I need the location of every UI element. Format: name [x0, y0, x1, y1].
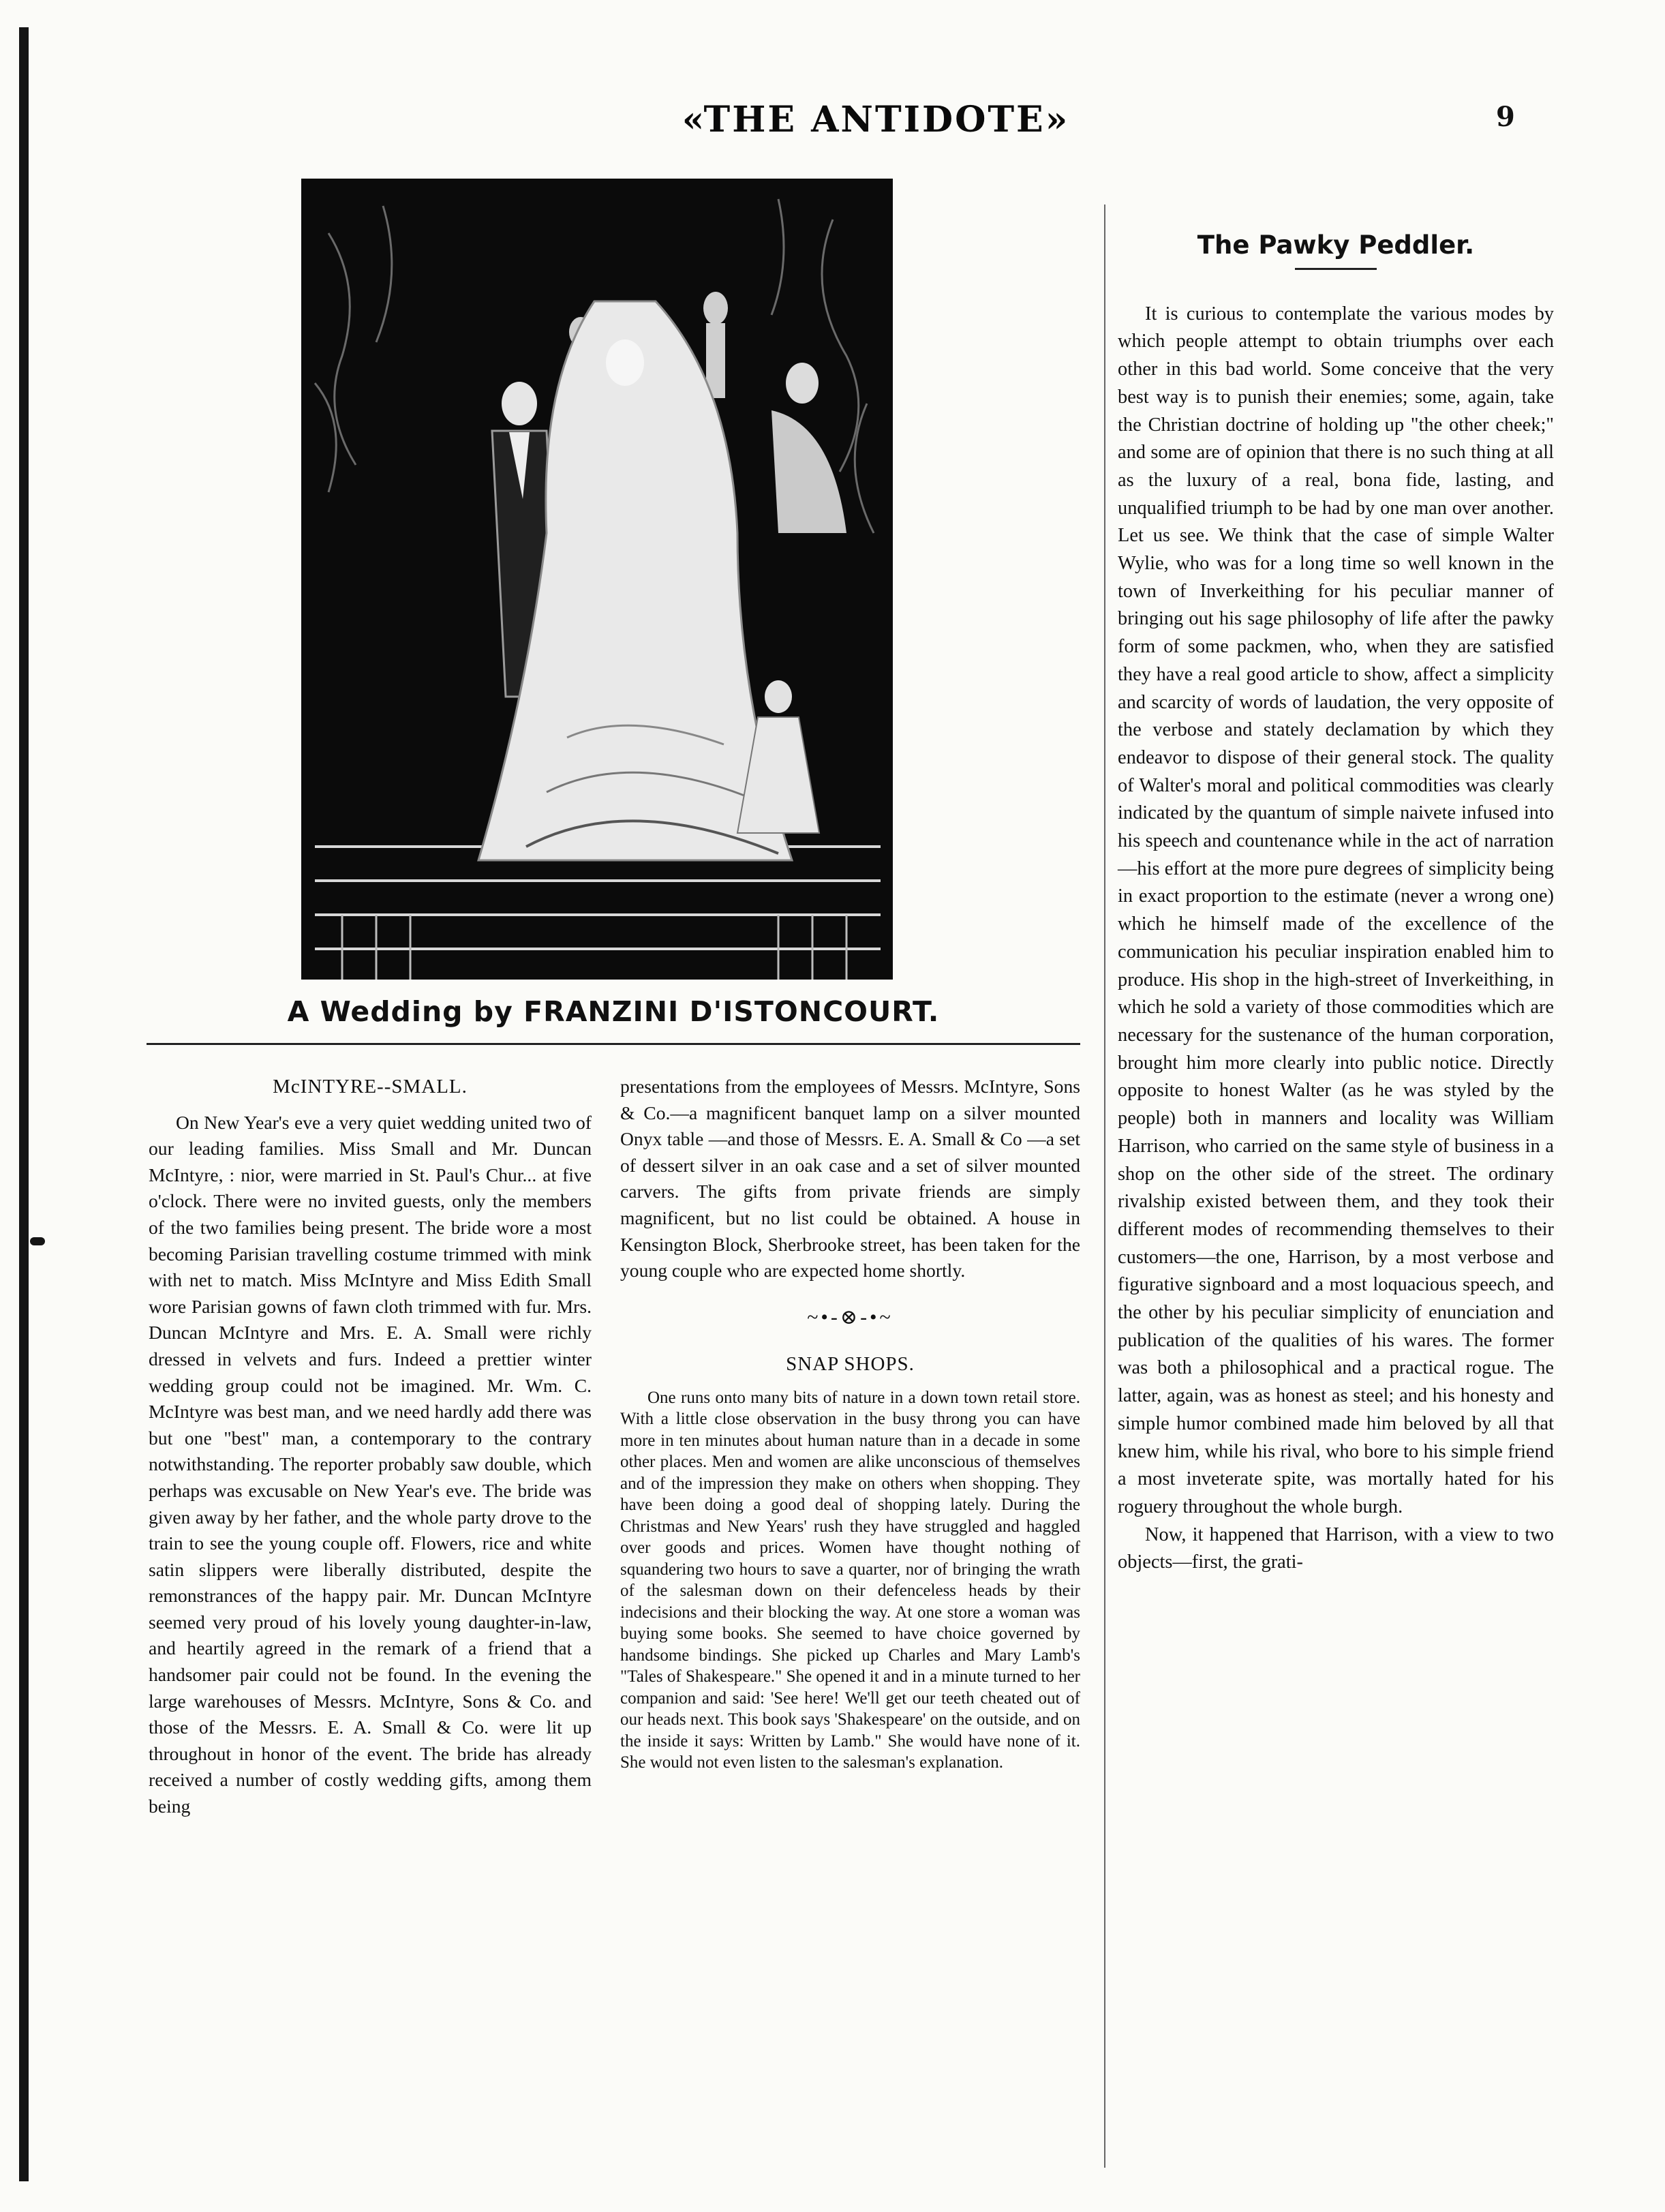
section-ornament: ~•-⊗-•~ [807, 1305, 893, 1329]
illustration-caption: A Wedding by FRANZINI D'ISTONCOURT. [287, 995, 940, 1028]
article-continuation: presentations from the employees of Messrs. McIntyre, Sons & Co.—a magnificent banquet lamp on a silver mounted Onyx table —and those of Messrs. E. A. Small & Co —a set of dessert silver in an oak case and a set of silver mounted carvers. The gifts from private friends are simply magnificent, but no list could be obtained. A house in Kensington Block, Sherbrooke street, has been taken for the young couple who are expected home shortly. [620, 1076, 1080, 1282]
article-heading: McINTYRE--SMALL. [273, 1076, 468, 1097]
column-divider [1104, 204, 1105, 2168]
caption-divider [147, 1043, 1080, 1045]
article-body: On New Year's eve a very quiet wedding united two of our leading families. Miss Small and Mr. Duncan McIntyre, : nior, were married in St. Paul's Chur... at five o'clock. There were no invited guests, only the members of the two families being present. The bride wore a most becoming Parisian travelling costume trimmed with mink with net to match. Miss McIntyre and Miss Edith Small wore Parisian gowns of fawn cloth trimmed with fur. Mrs. Duncan McIntyre and Mrs. E. A. Small were richly dressed in velvets and furs. Indeed a prettier winter wedding group could not be imagined. Mr. Wm. C. McIntyre was best man, and we need hardly add there was but one "best" man, a contemporary to the contrary notwithstanding. The reporter probably saw double, which perhaps was excusable on New Year's eve. The bride was given away by her father, and the whole party drove to the train to see the young couple off. Flowers, rice and white satin slippers were liberally distributed, despite the remonstrances of the happy pair. Mr. Duncan McIntyre seemed very proud of his lovely young daughter-in-law, and heartily agreed in the remark of a friend that a handsomer pair could not be found. In the evening the large warehouses of Messrs. McIntyre, Sons & Co. and those of the Messrs. E. A. Small & Co. were lit up throughout in honor of the event. The bride has already received a number of costly wedding gifts, among them being [149, 1111, 592, 1817]
pawky-peddler-heading: The Pawky Peddler. [1197, 230, 1475, 260]
wedding-engraving [301, 179, 893, 980]
page-edge-shadow [19, 27, 29, 2181]
masthead-title: «THE ANTIDOTE» [682, 99, 1070, 140]
pawky-peddler-body: It is curious to contemplate the various modes by which people attempt to obtain triumphs over each other in this bad world. Some conceive that the very best way is to punish their enemies; some, again, take the Christian doctrine of holding up "the other cheek;" and some are of opinion that there is no such thing at all as the luxury of a real, bona fide, lasting, and unqualified triumph to be had by one man over another. Let us see. We think that the case of simple Walter Wylie, who was for a long time so well known in the town of Inverkeithing for his peculiar manner of bringing out his sage philosophy of life after the pawky form of some packmen, who, when they are satisfied they have a real good article to show, affect a simplicity and scarcity of words of laudation, the very opposite of the verbose and stately declamation by which they endeavor to dispose of their general stock. The quality of Walter's moral and political commodities was clearly indicated by the quantum of simple naivete infused into his speech and countenance while in the act of narration—his effort at the more pure degrees of simplicity being in exact proportion to the estimate (never a wrong one) which he himself made of the excellence of the communication his peculiar inspiration enabled him to produce. His shop in the high-street of Inverkeithing, in which he sold a variety of those commodities which are necessary for the sustenance of the human corporation, brought him more clearly into public notice. Directly opposite to honest Walter (as he was styled by the people) both in manners and locality was William Harrison, who carried on the same style of business in a shop on the other side of the street. The ordinary rivalship existed between them, and they took their different modes of recommending themselves to their customers—the one, Harrison, by a most verbose and figurative signboard and a most loquacious speech, and the other by his peculiar simplicity of enunciation and publication of the qualities of his wares. The former was both a philosophical and a practical rogue. The latter, again, was as honest as steel; and his honesty and simple humor combined made him beloved by all that knew him, while his rival, who bore to his simple friend a most inveterate spite, was mortally hated for his roguery throughout the whole burgh. [1118, 303, 1554, 1517]
snap-shops-heading: SNAP SHOPS. [786, 1353, 915, 1376]
article-continuation-and-snap-shops [620, 1074, 1080, 1774]
page-number: 9 [1496, 101, 1515, 133]
snap-shops-body: One runs onto many bits of nature in a down town retail store. With a little close observation in the busy throng you can have more in ten minutes about human nature than in a decade in some other places. Men and women are alike unconscious of themselves and of the impression they make on others when shopping. They have been doing a good deal of shopping lately. During the Christmas and New Years' rush they have struggled and haggled over goods and prices. Women have thought nothing of squandering two hours to save a quarter, nor of bringing the wrath of the salesman down on their defenceless heads by their indecisions and their blocking the way. At one store a woman was buying some books. She seemed to have choice governed by handsome bindings. She picked up Charles and Mary Lamb's "Tales of Shakespeare." She opened it and in a minute turned to her companion and said: 'See here! We'll get our teeth cheated out of our heads next. This book says 'Shakespeare' on the outside, and on the inside it says: Written by Lamb." She would have none of it. She would not even listen to the salesman's explanation. [620, 1388, 1080, 1772]
pawky-peddler-body-continued: Now, it happened that Harrison, with a view to two objects—first, the grati- [1118, 1524, 1554, 1573]
heading-rule [1295, 268, 1377, 270]
page-edge-mark [30, 1237, 45, 1245]
article-mcintyre-small [149, 1074, 592, 1820]
article-pawky-peddler [1118, 232, 1554, 1577]
wedding-engraving-drawing [301, 179, 893, 980]
